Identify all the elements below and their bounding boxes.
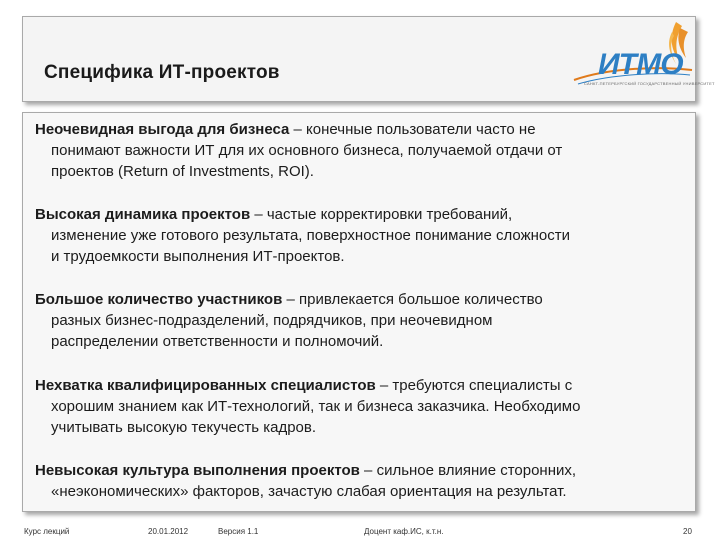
list-item bbox=[35, 289, 687, 352]
item-text: изменение уже готового результата, поверхностное понимание сложности bbox=[51, 227, 571, 244]
list-item bbox=[35, 375, 687, 438]
item-lead: Невысокая культура выполнения проектов bbox=[35, 462, 360, 479]
item-text: учитывать высокую текучесть кадров. bbox=[51, 419, 317, 436]
list-item bbox=[35, 204, 687, 267]
list-item bbox=[35, 119, 687, 182]
item-text: – частые корректировки требований, bbox=[250, 206, 513, 223]
item-lead: Неочевидная выгода для бизнеса bbox=[35, 121, 290, 138]
item-lead: Большое количество участников bbox=[35, 291, 283, 308]
item-text: разных бизнес-подразделений, подрядчиков, при неочевидном bbox=[51, 312, 493, 329]
item-text: проектов (Return of Investments, ROI). bbox=[51, 163, 314, 180]
item-text: распределении ответственности и полномочий. bbox=[51, 333, 384, 350]
itmo-logo bbox=[568, 18, 715, 98]
item-text: – конечные пользователи часто не bbox=[289, 121, 536, 138]
item-text: «неэкономических» факторов, зачастую слабая ориентация на результат. bbox=[51, 483, 567, 500]
item-text: – привлекается большое количество bbox=[282, 291, 543, 308]
logo-text: ИТМО bbox=[598, 48, 683, 81]
footer-course: Курс лекций bbox=[24, 527, 70, 536]
item-lead: Высокая динамика проектов bbox=[35, 206, 251, 223]
slide-title: Специфика ИТ-проектов bbox=[44, 62, 280, 83]
list-item bbox=[35, 460, 687, 502]
footer-author: Доцент каф.ИС, к.т.н. bbox=[364, 527, 444, 536]
footer-date: 20.01.2012 bbox=[148, 527, 189, 536]
page-number: 20 bbox=[683, 527, 692, 536]
logo-subtitle: САНКТ-ПЕТЕРБУРГСКИЙ ГОСУДАРСТВЕННЫЙ УНИВЕРСИТЕТ bbox=[584, 81, 715, 86]
item-lead: Нехватка квалифицированных специалистов bbox=[35, 377, 376, 394]
item-text: – сильное влияние сторонних, bbox=[359, 462, 577, 479]
item-text: понимают важности ИТ для их основного бизнеса, получаемой отдачи от bbox=[51, 142, 563, 159]
footer-version: Версия 1.1 bbox=[218, 527, 259, 536]
content-box bbox=[22, 112, 696, 512]
item-text: хорошим знанием как ИТ-технологий, так и бизнеса заказчика. Необходимо bbox=[51, 398, 581, 415]
item-text: и трудоемкости выполнения ИТ-проектов. bbox=[51, 248, 345, 265]
item-text: – требуются специалисты с bbox=[375, 377, 573, 394]
